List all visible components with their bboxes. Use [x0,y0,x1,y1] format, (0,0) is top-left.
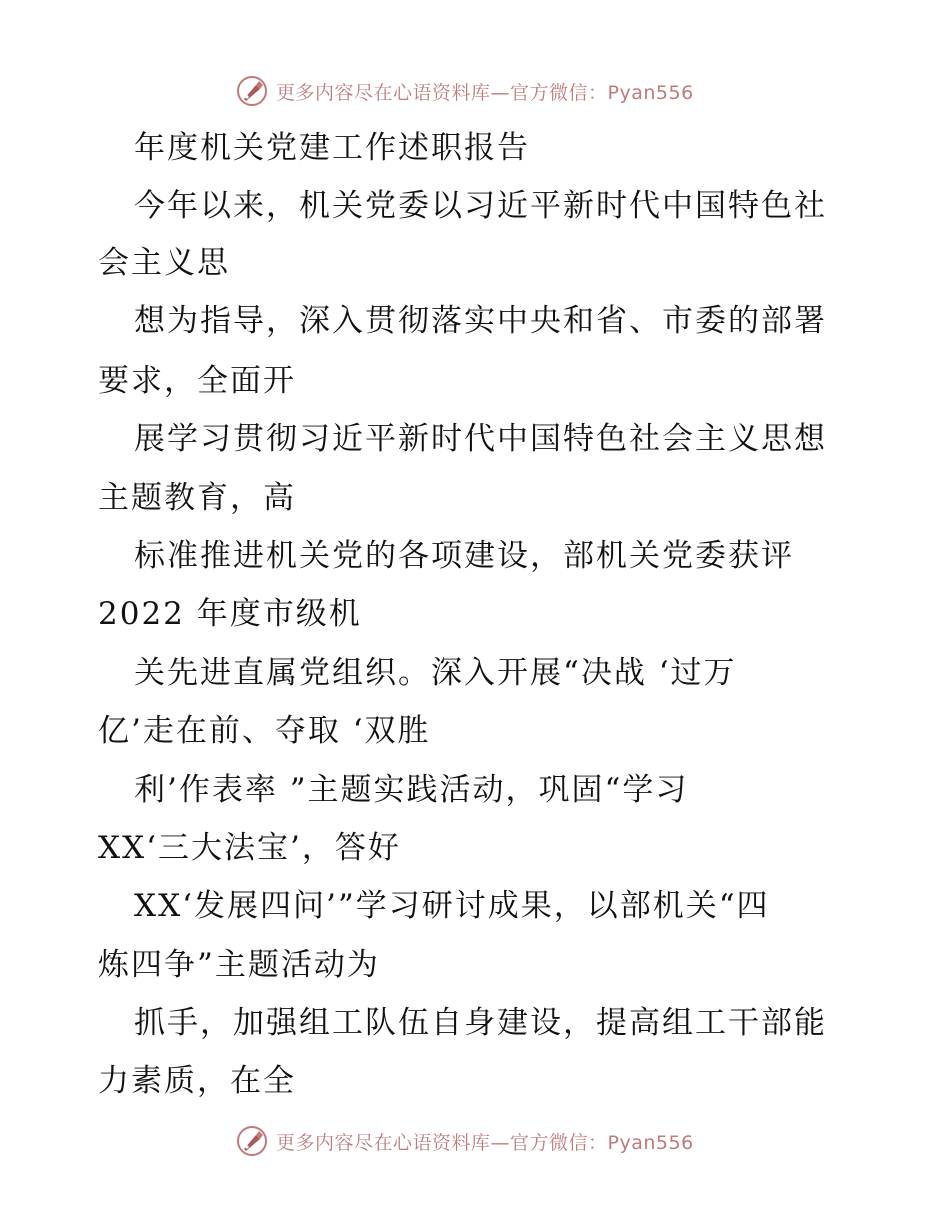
body-line: 主题教育，高 [98,480,296,516]
body-line: 亿’走在前、夺取 ‘双胜 [98,713,431,749]
watermark-footer [236,1124,694,1158]
body-line: 利’作表率 ”主题实践活动，巩固“学习 [134,772,689,808]
body-line: 展学习贯彻习近平新时代中国特色社会主义思想 [134,421,827,457]
watermark-text: 更多内容尽在心语资料库—官方微信：Pyan556 [276,81,694,104]
pen-nib-logo-icon [236,1125,268,1157]
body-line: 力素质，在全 [98,1063,296,1099]
body-line: 2022 年度市级机 [98,596,362,632]
body-line: 抓手，加强组工队伍自身建设，提高组工干部能 [134,1005,827,1041]
body-line: 关先进直属党组织。深入开展“决战 ‘过万 [134,655,737,691]
body-line: 炼四争”主题活动为 [98,947,380,983]
body-line: 想为指导，深入贯彻落实中央和省、市委的部署 [134,303,827,339]
body-line: 今年以来，机关党委以习近平新时代中国特色社 [134,188,827,224]
body-line: XX‘发展四问’”学习研讨成果，以部机关“四 [134,888,770,924]
pen-nib-logo-icon [236,75,268,107]
body-line: XX‘三大法宝’，答好 [98,830,401,866]
document-title: 年度机关党建工作述职报告 [134,130,530,166]
watermark-text: 更多内容尽在心语资料库—官方微信：Pyan556 [276,1131,694,1154]
body-line: 要求，全面开 [98,363,296,399]
body-line: 标准推进机关党的各项建设，部机关党委获评 [134,538,794,574]
body-line: 会主义思 [98,245,230,281]
watermark-header [236,74,694,108]
